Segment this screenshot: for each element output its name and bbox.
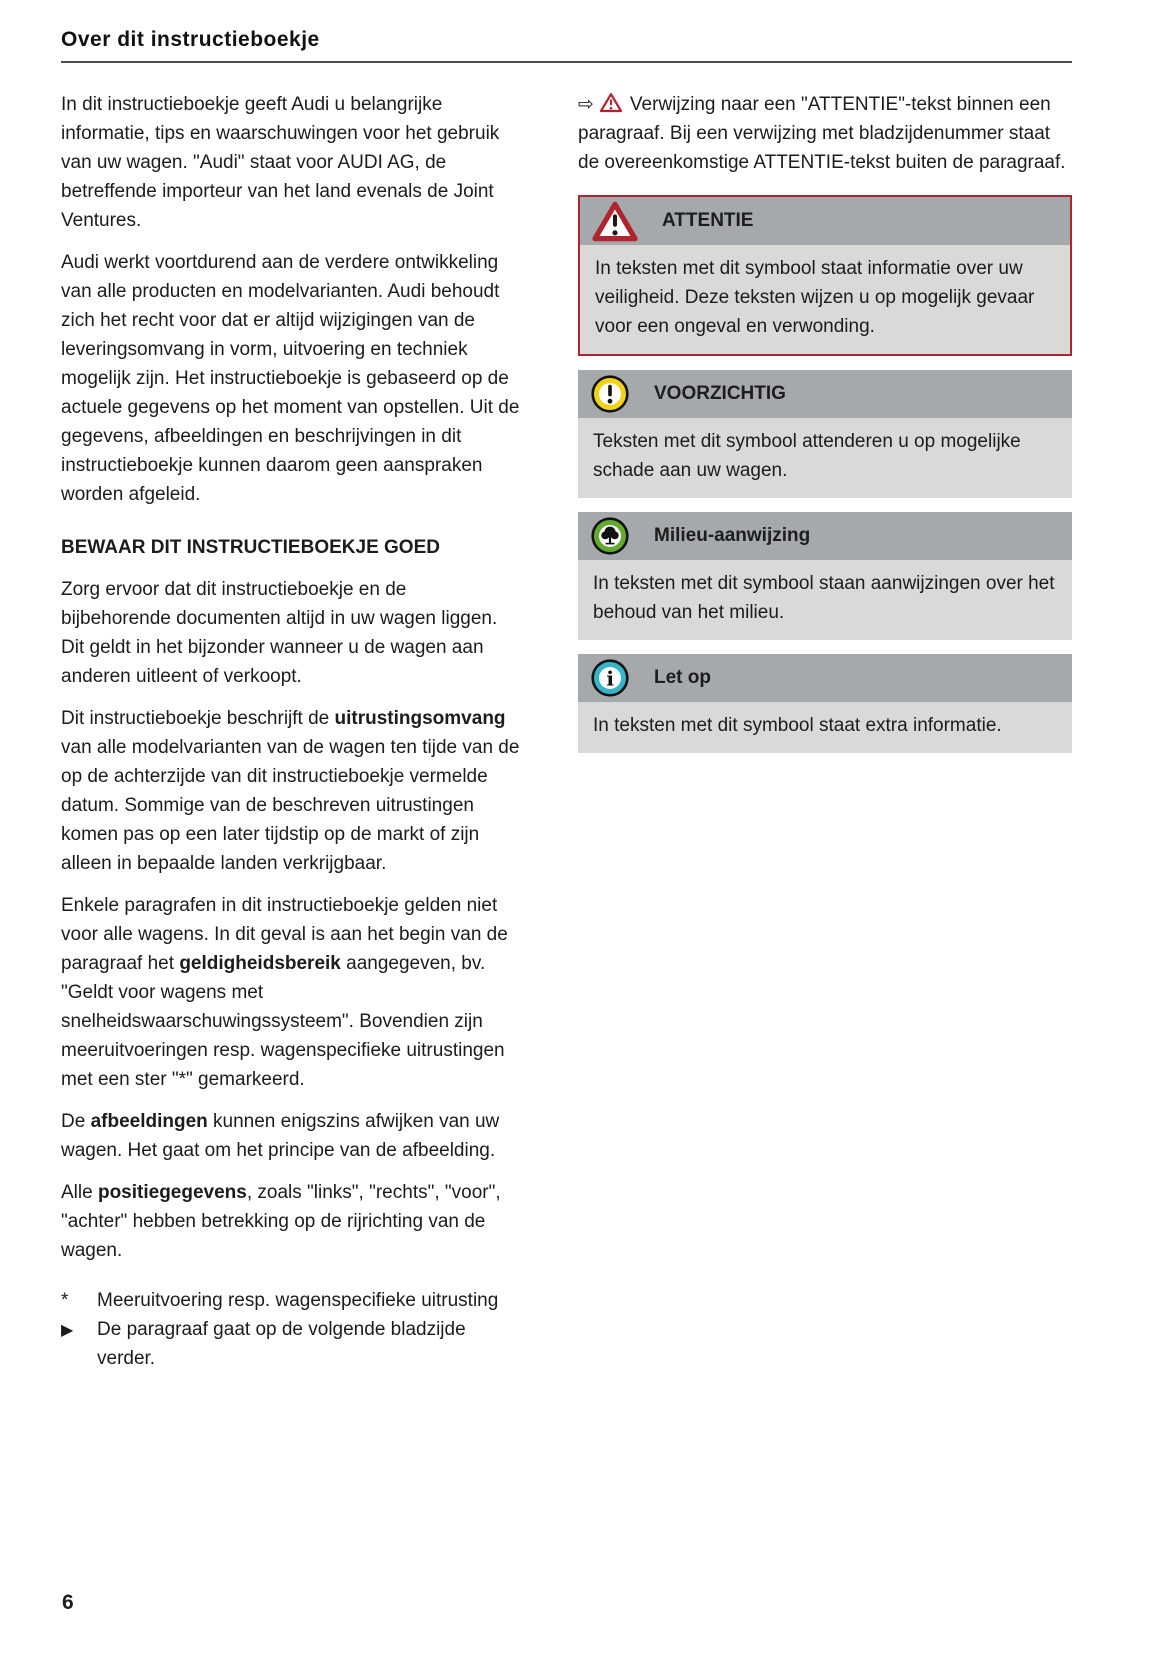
attention-box-header xyxy=(580,197,1070,245)
triangle-right-icon: ▶ xyxy=(61,1320,74,1339)
paragraph-segment: kunnen enigszins afwijken van uw wagen. Het gaat om het principe van de afbeelding. xyxy=(61,1111,500,1161)
warning-triangle-icon xyxy=(592,201,638,242)
section-subheading: BEWAAR DIT INSTRUCTIEBOEKJE GOED xyxy=(61,537,440,558)
paragraph-segment-bold: afbeeldingen xyxy=(90,1111,208,1132)
environment-label: Milieu-aanwijzing xyxy=(654,525,811,546)
note-box xyxy=(578,654,1072,753)
environment-box xyxy=(578,512,1072,640)
paragraph xyxy=(61,1107,521,1165)
intro-paragraph xyxy=(578,90,1072,177)
attention-label: ATTENTIE xyxy=(662,210,754,231)
paragraph: Zorg ervoor dat dit instructieboekje en de bijbehorende documenten altijd in uw wagen liggen. Dit geldt in het bijzonder wanneer u de wagen aan anderen uitleent of verkoopt. xyxy=(61,579,498,687)
paragraph: In dit instructieboekje geeft Audi u belangrijke informatie, tips en waarschuwingen voor het gebruik van uw wagen. "Audi" staat voor AUDI AG, de betreffende importeur van het land evenals de Joint Ventures. xyxy=(61,94,500,231)
footnote-asterisk xyxy=(61,1286,521,1315)
paragraph-segment-bold: positiegegevens xyxy=(97,1182,247,1203)
caution-box xyxy=(578,370,1072,498)
paragraph-segment: Enkele paragrafen in dit instructieboekje gelden niet voor alle wagens. In dit geval is aan het begin van de paragraaf het xyxy=(61,895,508,974)
footnote-continuation xyxy=(61,1315,521,1373)
note-text: In teksten met dit symbool staat extra informatie. xyxy=(578,702,1072,753)
attention-box xyxy=(578,195,1072,356)
intro-text: Verwijzing naar een "ATTENTIE"-tekst binnen een paragraaf. Bij een verwijzing met bladzijdenummer staat de overeenkomstige ATTENTIE-tekst buiten de paragraaf. xyxy=(578,94,1066,173)
paragraph xyxy=(61,891,521,1094)
paragraph-segment-bold: uitrustingsomvang xyxy=(334,708,506,729)
paragraph xyxy=(61,704,521,878)
svg-text:i: i xyxy=(606,666,615,691)
tree-circle-icon xyxy=(590,516,630,556)
title-rule xyxy=(61,61,1072,63)
arrow-right-icon: ⇨ xyxy=(578,93,594,115)
page-title: Over dit instructieboekje xyxy=(61,28,320,51)
exclamation-circle-icon xyxy=(590,374,630,414)
asterisk-marker: * xyxy=(61,1290,69,1311)
footnote-text: Meeruitvoering resp. wagenspecifieke uitrusting xyxy=(97,1290,499,1311)
footnote-text: De paragraaf gaat op de volgende bladzijde verder. xyxy=(97,1319,466,1369)
environment-text: In teksten met dit symbool staan aanwijzingen over het behoud van het milieu. xyxy=(578,560,1072,640)
paragraph: Audi werkt voortdurend aan de verdere ontwikkeling van alle producten en modelvarianten. Audi behoudt zich het recht voor dat er altijd wijzigingen van de leveringsomvang in vorm, uitvoering en techniek mogelijk zijn. Het instructieboekje is gebaseerd op de actuele gegevens op het moment van opstellen. Uit de gegevens, afbeeldingen en beschrijvingen in dit instructieboekje kunnen daarom geen aanspraken worden afgeleid. xyxy=(61,252,520,505)
page-number: 6 xyxy=(62,1591,74,1614)
note-label: Let op xyxy=(654,667,711,688)
paragraph xyxy=(61,1178,521,1265)
caution-text: Teksten met dit symbool attenderen u op mogelijke schade aan uw wagen. xyxy=(578,418,1072,498)
info-circle-icon xyxy=(590,658,630,698)
warning-triangle-icon xyxy=(599,92,623,113)
paragraph-segment: , zoals "links", "rechts", "voor", "achter" hebben betrekking op de rijrichting van de wagen. xyxy=(61,1182,501,1261)
two-column-layout xyxy=(61,90,1072,1373)
note-box-header xyxy=(578,654,1072,702)
paragraph-segment: van alle modelvarianten van de wagen ten tijde van de op de achterzijde van dit instructieboekje vermelde datum. Sommige van de beschreven uitrustingen komen pas op een later tijdstip op de markt of zijn alleen in bepaalde landen verkrijgbaar. xyxy=(61,737,520,874)
attention-text: In teksten met dit symbool staat informatie over uw veiligheid. Deze teksten wijzen u op mogelijk gevaar voor een ongeval en verwonding. xyxy=(580,245,1070,354)
environment-box-header xyxy=(578,512,1072,560)
right-column xyxy=(578,90,1072,1373)
paragraph-segment: aangegeven, bv. "Geldt voor wagens met snelheidswaarschuwingssysteem". Bovendien zijn meeruitvoeringen resp. wagenspecifieke uitrustingen met een ster "*" gemarkeerd. xyxy=(61,953,505,1090)
paragraph-segment-bold: geldigheidsbereik xyxy=(179,953,341,974)
left-column xyxy=(61,90,521,1373)
paragraph-segment: Dit instructieboekje beschrijft de xyxy=(61,708,335,729)
paragraph-segment: De xyxy=(61,1111,91,1132)
page-content xyxy=(61,28,1072,1373)
caution-box-header xyxy=(578,370,1072,418)
paragraph-segment: Alle xyxy=(61,1182,98,1203)
caution-label: VOORZICHTIG xyxy=(654,383,786,404)
footnote-legend xyxy=(61,1286,521,1373)
